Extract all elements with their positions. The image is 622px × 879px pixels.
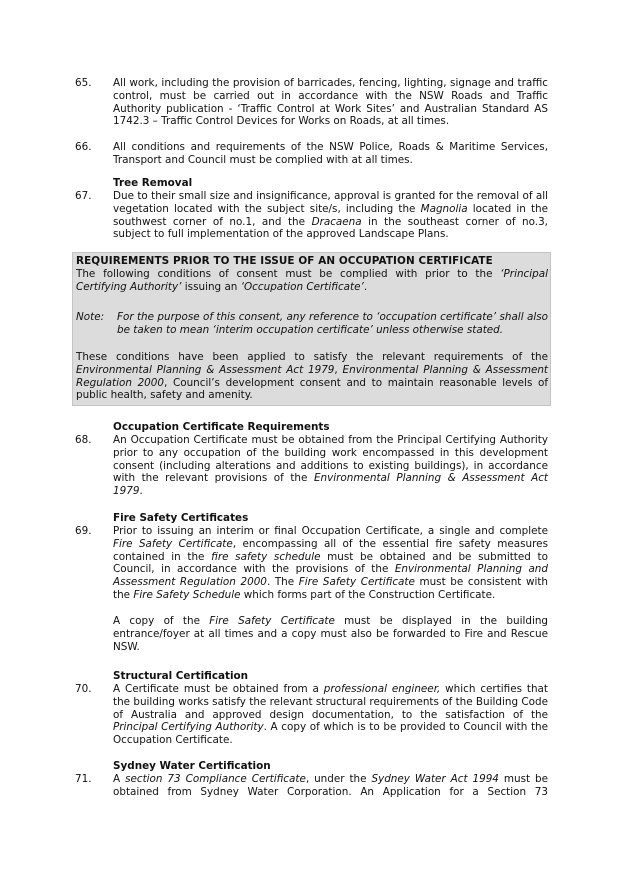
section-heading-tree-removal: Tree Removal	[113, 177, 193, 189]
condition-text: An Occupation Certificate must be obtained from the Principal Certifying Authority prior to any occupation of the building work encompassed in this development consent (including alterations and additions to existing buildings), in accordance with the relevant provisions of the Environmental Planning & Assessment Act 1979.	[113, 434, 548, 498]
condition-65	[75, 77, 548, 128]
condition-66	[75, 141, 548, 167]
condition-text: A Certificate must be obtained from a professional engineer, which certifies that the building works satisfy the relevant structural requirements of the Building Code of Australia and approved design documentation, to the satisfaction of the Principal Certifying Authority. A copy of which is to be provided to Council with the Occupation Certificate.	[113, 683, 548, 747]
condition-71	[75, 773, 548, 799]
section-heading-fire-safety: Fire Safety Certificates	[113, 512, 249, 524]
section-heading-structural: Structural Certification	[113, 670, 249, 682]
condition-67	[75, 190, 548, 241]
condition-text: All conditions and requirements of the NSW Police, Roads & Maritime Services, Transport and Council must be complied with at all times.	[113, 141, 548, 166]
occupation-certificate-requirements-box	[72, 252, 551, 406]
condition-number: 65.	[75, 77, 92, 89]
box-note	[76, 311, 548, 337]
fire-safety-display-paragraph: A copy of the Fire Safety Certificate must be displayed in the building entrance/foyer at all times and a copy must also be forwarded to Fire and Rescue NSW.	[113, 615, 549, 653]
condition-70	[75, 683, 548, 747]
note-label: Note:	[76, 311, 105, 323]
condition-number: 66.	[75, 141, 92, 153]
box-title: REQUIREMENTS PRIOR TO THE ISSUE OF AN OCCUPATION CERTIFICATE	[76, 255, 493, 267]
section-heading-sydney-water: Sydney Water Certification	[113, 760, 271, 772]
condition-69	[75, 525, 548, 602]
condition-number: 70.	[75, 683, 92, 695]
section-heading-occupation-certificate: Occupation Certificate Requirements	[113, 421, 330, 433]
box-intro-paragraph: The following conditions of consent must be complied with prior to the ‘Principal Certifying Authority’ issuing an ‘Occupation Certificate’.	[76, 267, 548, 293]
condition-number: 69.	[75, 525, 92, 537]
condition-68	[75, 434, 548, 498]
condition-text: Due to their small size and insignificance, approval is granted for the removal of all vegetation located with the subject site/s, including the Magnolia located in the southwest corner of no.1, and the Dracaena in the southeast corner of no.3, subject to full implementation of the approved Landscape Plans.	[113, 190, 548, 241]
condition-text: Prior to issuing an interim or final Occupation Certificate, a single and complete Fire Safety Certificate, encompassing all of the essential fire safety measures contained in the fire safety schedule must be obtained and be submitted to Council, in accordance with the provisions of the Environmental Planning and Assessment Regulation 2000. The Fire Safety Certificate must be consistent with the Fire Safety Schedule which forms part of the Construction Certificate.	[113, 525, 548, 601]
box-purpose-paragraph: These conditions have been applied to satisfy the relevant requirements of the Environmental Planning & Assessment Act 1979, Environmental Planning & Assessment Regulation 2000, Council’s development consent and to maintain reasonable levels of public health, safety and amenity.	[76, 351, 549, 402]
condition-text: A section 73 Compliance Certificate, under the Sydney Water Act 1994 must be obtained from Sydney Water Corporation. An Application for a Section 73	[113, 773, 548, 798]
condition-number: 67.	[75, 190, 92, 202]
condition-text: All work, including the provision of barricades, fencing, lighting, signage and traffic control, must be carried out in accordance with the NSW Roads and Traffic Authority publication - ‘Traffic Control at Work Sites’ and Australian Standard AS 1742.3 – Traffic Control Devices for Works on Roads, at all times.	[113, 77, 548, 128]
note-text: For the purpose of this consent, any reference to ‘occupation certificate’ shall also be taken to mean ‘interim occupation certificate’ unless otherwise stated.	[117, 311, 548, 336]
condition-number: 68.	[75, 434, 92, 446]
condition-number: 71.	[75, 773, 92, 785]
